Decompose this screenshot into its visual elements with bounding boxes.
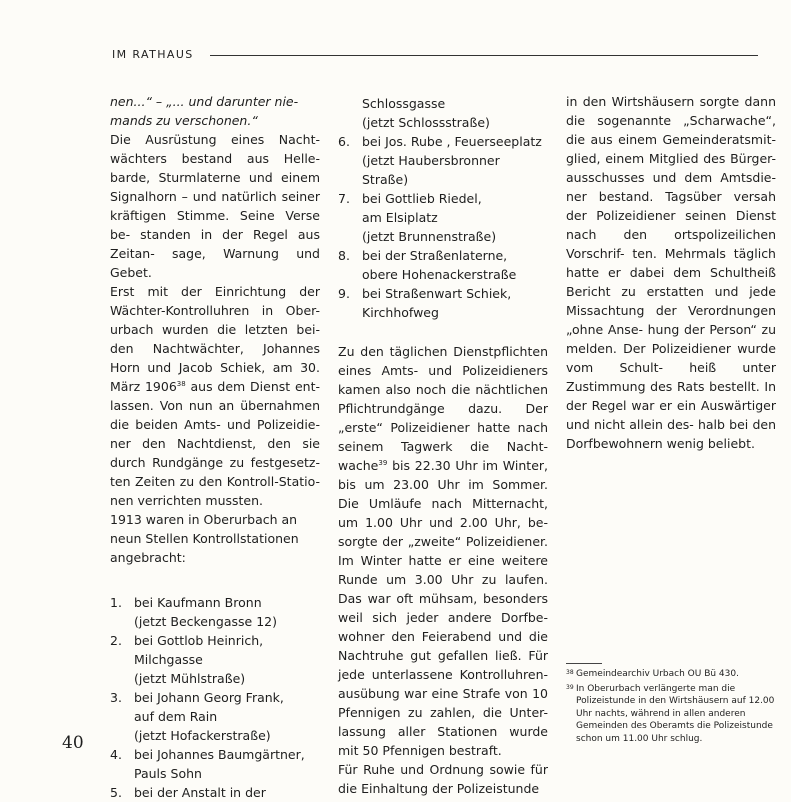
list-item-line: bei der Straßenlaterne, bbox=[362, 248, 508, 263]
list-item-number: 6. bbox=[338, 134, 350, 149]
list-item-line: (jetzt Beckengasse 12) bbox=[134, 614, 277, 629]
list-item-number: 5. bbox=[110, 785, 122, 800]
footnotes bbox=[566, 668, 776, 747]
page-number: 40 bbox=[62, 733, 84, 753]
station-list-part-2 bbox=[338, 132, 548, 322]
footnote-ref-39[interactable]: 39 bbox=[378, 458, 388, 467]
col2-p1-before: Zu den täglichen Dienstpflichten eines Amts- und Polizeidieners kamen also noch die nächtlichen Pflichtrundgänge dazu. Der „erste“ Polizeidiener hatte nach seinem Tagwerk die Nacht- wache bbox=[338, 344, 548, 473]
column-1 bbox=[110, 92, 320, 802]
list-item-line: bei Kaufmann Bronn bbox=[134, 595, 262, 610]
list-item-continuation bbox=[338, 94, 548, 132]
list-item-number: 8. bbox=[338, 248, 350, 263]
footnote-mark: 39 bbox=[566, 683, 574, 691]
col1-paragraph-1 bbox=[110, 92, 320, 130]
col1-paragraph-3 bbox=[110, 282, 320, 510]
list-item bbox=[338, 189, 548, 246]
list-item-line: bei Gottlob Heinrich, bbox=[134, 633, 264, 648]
list-item-number: 9. bbox=[338, 286, 350, 301]
list-item-line: bei Gottlieb Riedel, bbox=[362, 191, 482, 206]
list-item-line: (jetzt Brunnenstraße) bbox=[362, 229, 497, 244]
col1-paragraph-4: 1913 waren in Oberurbach an neun Stellen Kontrollstationen angebracht: bbox=[110, 512, 299, 565]
list-item-line: bei Johann Georg Frank, bbox=[134, 690, 284, 705]
list-item bbox=[110, 631, 320, 688]
footnote-mark: 38 bbox=[566, 669, 574, 676]
col1-p1-italic: mands zu verschonen.“ bbox=[110, 113, 258, 128]
list-item-line: bei Straßenwart Schiek, bbox=[362, 286, 512, 301]
list-item-line: Milchgasse bbox=[134, 652, 203, 667]
list-item-line: bei Jos. Rube , Feuerseeplatz bbox=[362, 134, 542, 149]
list-item-line: (jetzt Haubersbronner Straße) bbox=[362, 153, 500, 187]
footnote-39 bbox=[566, 683, 776, 746]
col1-p1-lead: nen...“ – „... und darunter nie- bbox=[110, 94, 299, 109]
list-item bbox=[110, 783, 320, 802]
list-item-line: auf dem Rain bbox=[134, 709, 218, 724]
footnote-text: In Oberurbach verlängerte man die Polizeistunde in den Wirtshäusern auf 12.00 Uhr nachts, während in allen anderen Gemeinden des Oberamts die Polizeistunde schon um 11.00 Uhr schlug. bbox=[576, 683, 775, 744]
list-item bbox=[338, 246, 548, 284]
list-item-number: 4. bbox=[110, 747, 122, 762]
footnote-38 bbox=[566, 668, 776, 681]
list-item-line: (jetzt Hofackerstraße) bbox=[134, 728, 271, 743]
list-item bbox=[110, 688, 320, 745]
list-item-line: (jetzt Mühlstraße) bbox=[134, 671, 246, 686]
list-item-line: Pauls Sohn bbox=[134, 766, 202, 781]
list-item-number: 7. bbox=[338, 191, 350, 206]
list-item bbox=[110, 745, 320, 783]
col1-paragraph-2: Die Ausrüstung eines Nacht- wächters bestand aus Helle- barde, Sturmlaterne und einem Signalhorn – und natürlich seiner kräftigen Stimme. Seine Verse be- standen in der Regel aus Zeitan- sage, Warnung und Gebet. bbox=[110, 132, 320, 280]
list-item-line: bei Johannes Baumgärtner, bbox=[134, 747, 305, 762]
col2-paragraph-1 bbox=[338, 342, 548, 760]
list-item bbox=[110, 593, 320, 631]
list-item-line: bei der Anstalt in der bbox=[134, 785, 266, 800]
list-item-number: 2. bbox=[110, 633, 122, 648]
footnote-rule bbox=[566, 663, 602, 664]
col3-paragraph-1: in den Wirtshäusern sorgte dann die sogenannte „Scharwache“, die aus einem Gemeinderatsmit- glied, einem Mitglied des Bürger- ausschusses und dem Amtsdie- ner bestand. Tagsüber versah der Polizeidiener seinen Dienst nach den ortspolizeilichen Vorschrif- ten. Mehrmals täglich hatte er dabei dem Schultheiß Bericht zu erstatten und jede Missachtung der Verordnungen „ohne Anse- hung der Person“ zu melden. Der Polizeidiener wurde vom Schult- heiß unter Zustimmung des Rats bestellt. In der Regel war er ein Auswärtiger und nicht allein des- halb bei den Dorfbewohnern wenig beliebt. bbox=[566, 94, 776, 451]
list-item-line: Schlossgasse bbox=[362, 96, 446, 111]
running-head: IM RATHAUS bbox=[112, 48, 194, 61]
list-item-number: 3. bbox=[110, 690, 122, 705]
col2-p1-after: bis 22.30 Uhr im Winter, bis um 23.00 Uhr im Sommer. Die Umläufe nach Mitternacht, um 1.00 Uhr und 2.00 Uhr, be- sorgte der „zweite“ Polizeidiener. Im Winter hatte er eine weitere Runde um 3.00 Uhr zu laufen. Das war oft mühsam, besonders weil sich jeder andere Dorfbe- wohner den Feierabend und die Nachtruhe gut gefallen ließ. Für jede unterlassene Kontrolluhren- ausübung war eine Strafe von 10 Pfennigen zu zahlen, die Unter- lassung aller Stationen wurde mit 50 Pfennigen bestraft. bbox=[338, 458, 548, 758]
list-item bbox=[338, 132, 548, 189]
list-item-line: am Elsiplatz bbox=[362, 210, 438, 225]
station-list-part-1 bbox=[110, 593, 320, 802]
col2-paragraph-2: Für Ruhe und Ordnung sowie für die Einhaltung der Polizeistunde bbox=[338, 762, 548, 796]
col1-p3-after: aus dem Dienst ent- lassen. Von nun an übernahmen die beiden Amts- und Polizeidie- ner den Nachtdienst, den sie durch Rundgänge zu festgesetz- ten Zeiten zu den Kontroll-Statio- nen verrichten mussten. bbox=[110, 379, 320, 508]
list-item-line: Kirchhofweg bbox=[362, 305, 439, 320]
footnote-ref-38[interactable]: 38 bbox=[176, 379, 186, 388]
list-item-line: (jetzt Schlossstraße) bbox=[362, 115, 490, 130]
list-item bbox=[338, 284, 548, 322]
col1-p3-before: Erst mit der Einrichtung der Wächter-Kontrolluhren in Ober- urbach wurden die letzten bei- den Nachtwächter, Johannes Horn und Jacob Schiek, am 30. März 1906 bbox=[110, 284, 320, 394]
header-rule bbox=[210, 55, 758, 56]
list-item-number: 1. bbox=[110, 595, 122, 610]
list-item-line: obere Hohenackerstraße bbox=[362, 267, 517, 282]
column-2 bbox=[338, 94, 548, 798]
footnote-text: Gemeindearchiv Urbach OU Bü 430. bbox=[576, 669, 739, 679]
column-3 bbox=[566, 92, 776, 453]
